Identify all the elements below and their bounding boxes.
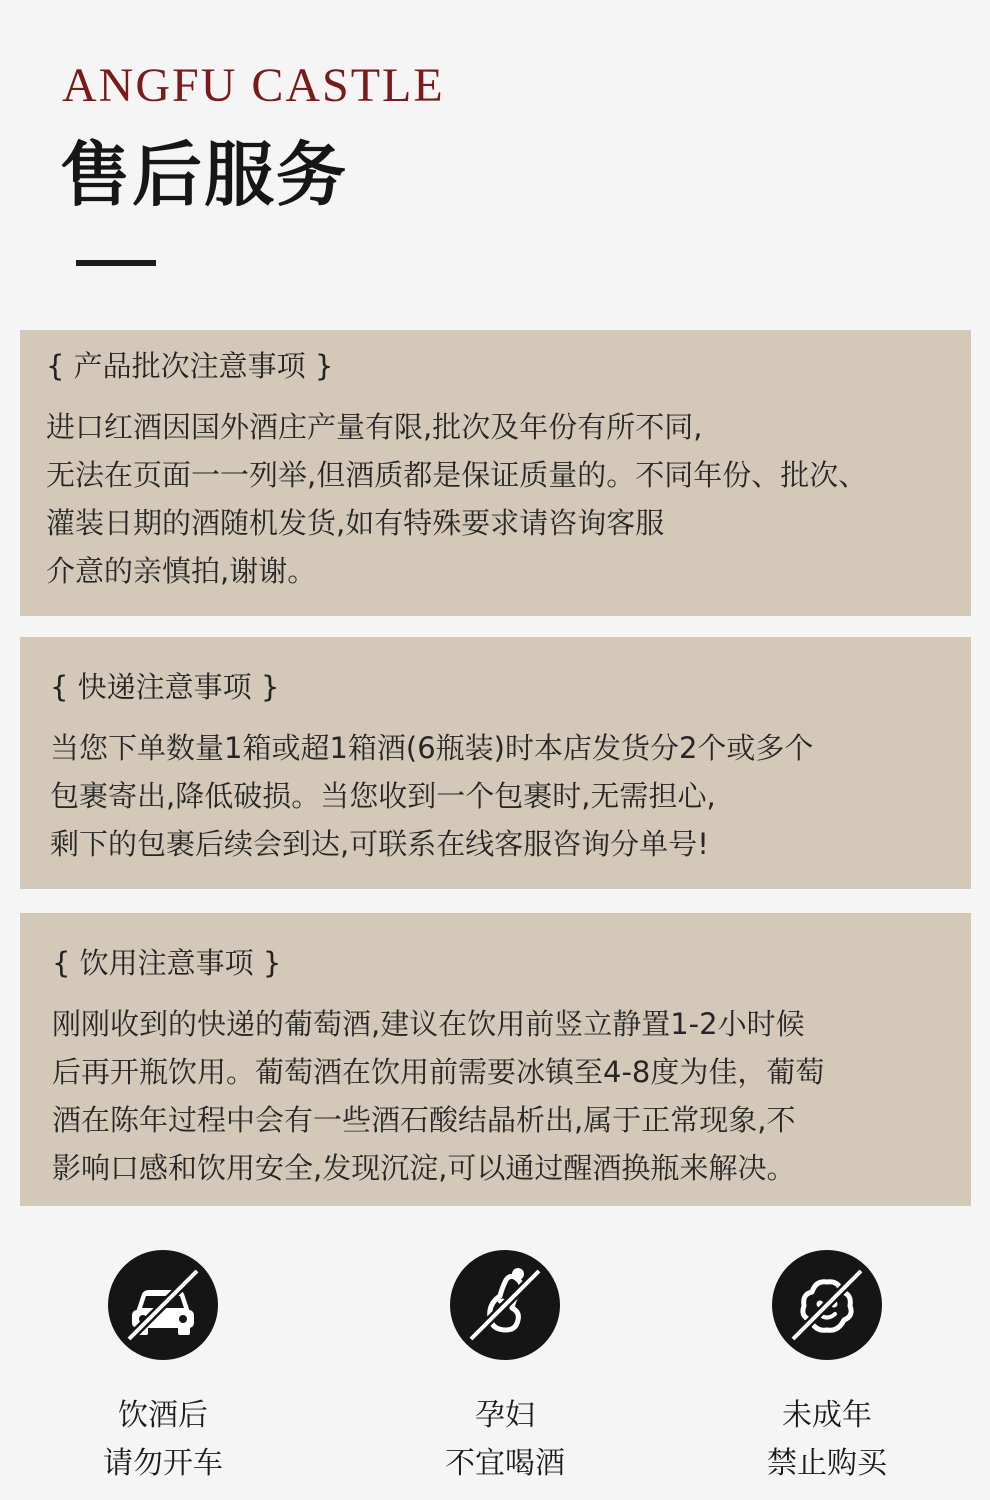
- page-title: 售后服务: [60, 133, 348, 216]
- warning-caption-line: 孕妇: [475, 1398, 535, 1433]
- warning-caption: [33, 1392, 293, 1488]
- no-pregnant-icon: [450, 1250, 560, 1360]
- warning-caption-line: 不宜喝酒: [445, 1446, 565, 1481]
- no-car-icon: [108, 1250, 218, 1360]
- title-divider: [76, 260, 156, 266]
- drinking-notice-line: 后再开瓶饮用。葡萄酒在饮用前需要冰镇至4-8度为佳，葡萄: [52, 1055, 825, 1089]
- delivery-notice-line: 当您下单数量1箱或超1箱酒(6瓶装)时本店发货分2个或多个: [50, 731, 814, 765]
- drinking-notice-line: 影响口感和饮用安全,发现沉淀,可以通过醒酒换瓶来解决。: [52, 1151, 796, 1185]
- delivery-notice-heading: { 快递注意事项 }: [50, 670, 280, 704]
- drinking-notice-line: 酒在陈年过程中会有一些酒石酸结晶析出,属于正常现象,不: [52, 1103, 796, 1137]
- drinking-notice-card: [20, 913, 971, 1206]
- no-child-icon: [772, 1250, 882, 1360]
- delivery-notice-line: 剩下的包裹后续会到达,可联系在线客服咨询分单号!: [50, 827, 709, 861]
- warning-caption-line: 未成年: [782, 1398, 872, 1433]
- warning-caption-line: 请勿开车: [103, 1446, 223, 1481]
- batch-notice-line: 进口红酒因国外酒庄产量有限,批次及年份有所不同,: [46, 410, 703, 444]
- drinking-notice-heading: { 饮用注意事项 }: [52, 946, 282, 980]
- batch-notice-line: 无法在页面一一列举,但酒质都是保证质量的。不同年份、批次、: [46, 458, 868, 492]
- warning-caption-line: 禁止购买: [767, 1446, 887, 1481]
- batch-notice-card: [20, 330, 971, 616]
- batch-notice-line: 灌装日期的酒随机发货,如有特殊要求请咨询客服: [46, 506, 665, 540]
- warning-no-minors: [697, 1250, 957, 1488]
- delivery-notice-line: 包裹寄出,降低破损。当您收到一个包裹时,无需担心,: [50, 779, 716, 813]
- warning-no-pregnant: [375, 1250, 635, 1488]
- batch-notice-line: 介意的亲慎拍,谢谢。: [46, 554, 317, 588]
- warning-caption: [375, 1392, 635, 1488]
- delivery-notice-card: [20, 637, 971, 889]
- warning-no-drink-driving: [33, 1250, 293, 1488]
- warning-caption: [697, 1392, 957, 1488]
- batch-notice-heading: { 产品批次注意事项 }: [46, 349, 334, 383]
- brand-name: ANGFU CASTLE: [62, 59, 445, 112]
- warning-caption-line: 饮酒后: [118, 1398, 208, 1433]
- drinking-notice-line: 刚刚收到的快递的葡萄酒,建议在饮用前竖立静置1-2小时候: [52, 1007, 805, 1041]
